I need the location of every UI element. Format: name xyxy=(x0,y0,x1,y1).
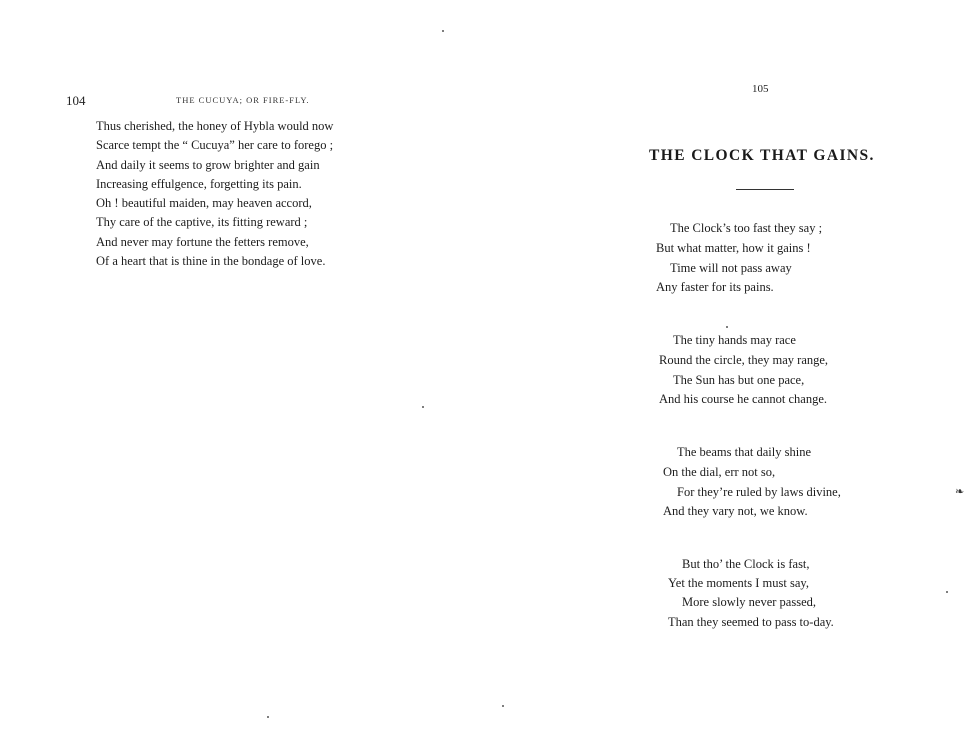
verse-line: The tiny hands may race xyxy=(673,333,796,347)
verse-line: Yet the moments I must say, xyxy=(668,576,809,591)
verse-line: And his course he cannot change. xyxy=(659,392,827,407)
verse-line: Round the circle, they may range, xyxy=(659,352,829,367)
margin-mark-icon: ❧ xyxy=(955,486,965,498)
poem-title: THE CLOCK THAT GAINS. xyxy=(649,147,875,165)
verse-line: Thy care of the captive, its fitting reward ; xyxy=(96,215,308,230)
verse-line: Thus cherished, the honey of Hybla would now xyxy=(96,119,334,133)
stanza xyxy=(663,443,841,522)
right-page xyxy=(490,0,980,743)
verse-line: Of a heart that is thine in the bondage of love. xyxy=(96,254,326,269)
verse-line: And daily it seems to grow brighter and gain xyxy=(96,157,320,172)
verse-line: Than they seemed to pass to-day. xyxy=(668,614,834,629)
paper-speck xyxy=(267,716,269,718)
paper-speck xyxy=(442,30,444,32)
paper-speck xyxy=(726,326,728,328)
verse-line: Scarce tempt the “ Cucuya” her care to forego ; xyxy=(96,138,334,153)
verse-line: Oh ! beautiful maiden, may heaven accord, xyxy=(96,196,312,211)
running-head: THE CUCUYA; OR FIRE-FLY. xyxy=(176,95,310,105)
verse-line: On the dial, err not so, xyxy=(663,464,776,479)
stanza xyxy=(659,331,828,410)
paper-speck xyxy=(422,406,424,408)
poem-ending xyxy=(96,117,333,271)
stanza xyxy=(656,219,822,298)
verse-line: More slowly never passed, xyxy=(682,595,816,610)
title-divider xyxy=(736,189,794,190)
verse-line: Any faster for its pains. xyxy=(656,280,774,295)
page-number: 104 xyxy=(66,93,86,108)
verse-line: For they’re ruled by laws divine, xyxy=(677,484,841,499)
verse-line: The Sun has but one pace, xyxy=(673,372,805,387)
verse-line: But tho’ the Clock is fast, xyxy=(682,557,810,571)
verse-line: And never may fortune the fetters remove, xyxy=(96,234,309,249)
verse-line: Time will not pass away xyxy=(670,260,792,275)
page-number: 105 xyxy=(752,83,769,95)
verse-line: And they vary not, we know. xyxy=(663,504,808,519)
verse-line: The Clock’s too fast they say ; xyxy=(670,221,823,235)
verse-line: Increasing effulgence, forgetting its pain. xyxy=(96,176,302,191)
paper-speck xyxy=(502,705,504,707)
paper-speck xyxy=(946,591,948,593)
verse-line: But what matter, how it gains ! xyxy=(656,240,811,255)
stanza xyxy=(668,555,834,632)
verse-line: The beams that daily shine xyxy=(677,445,811,459)
